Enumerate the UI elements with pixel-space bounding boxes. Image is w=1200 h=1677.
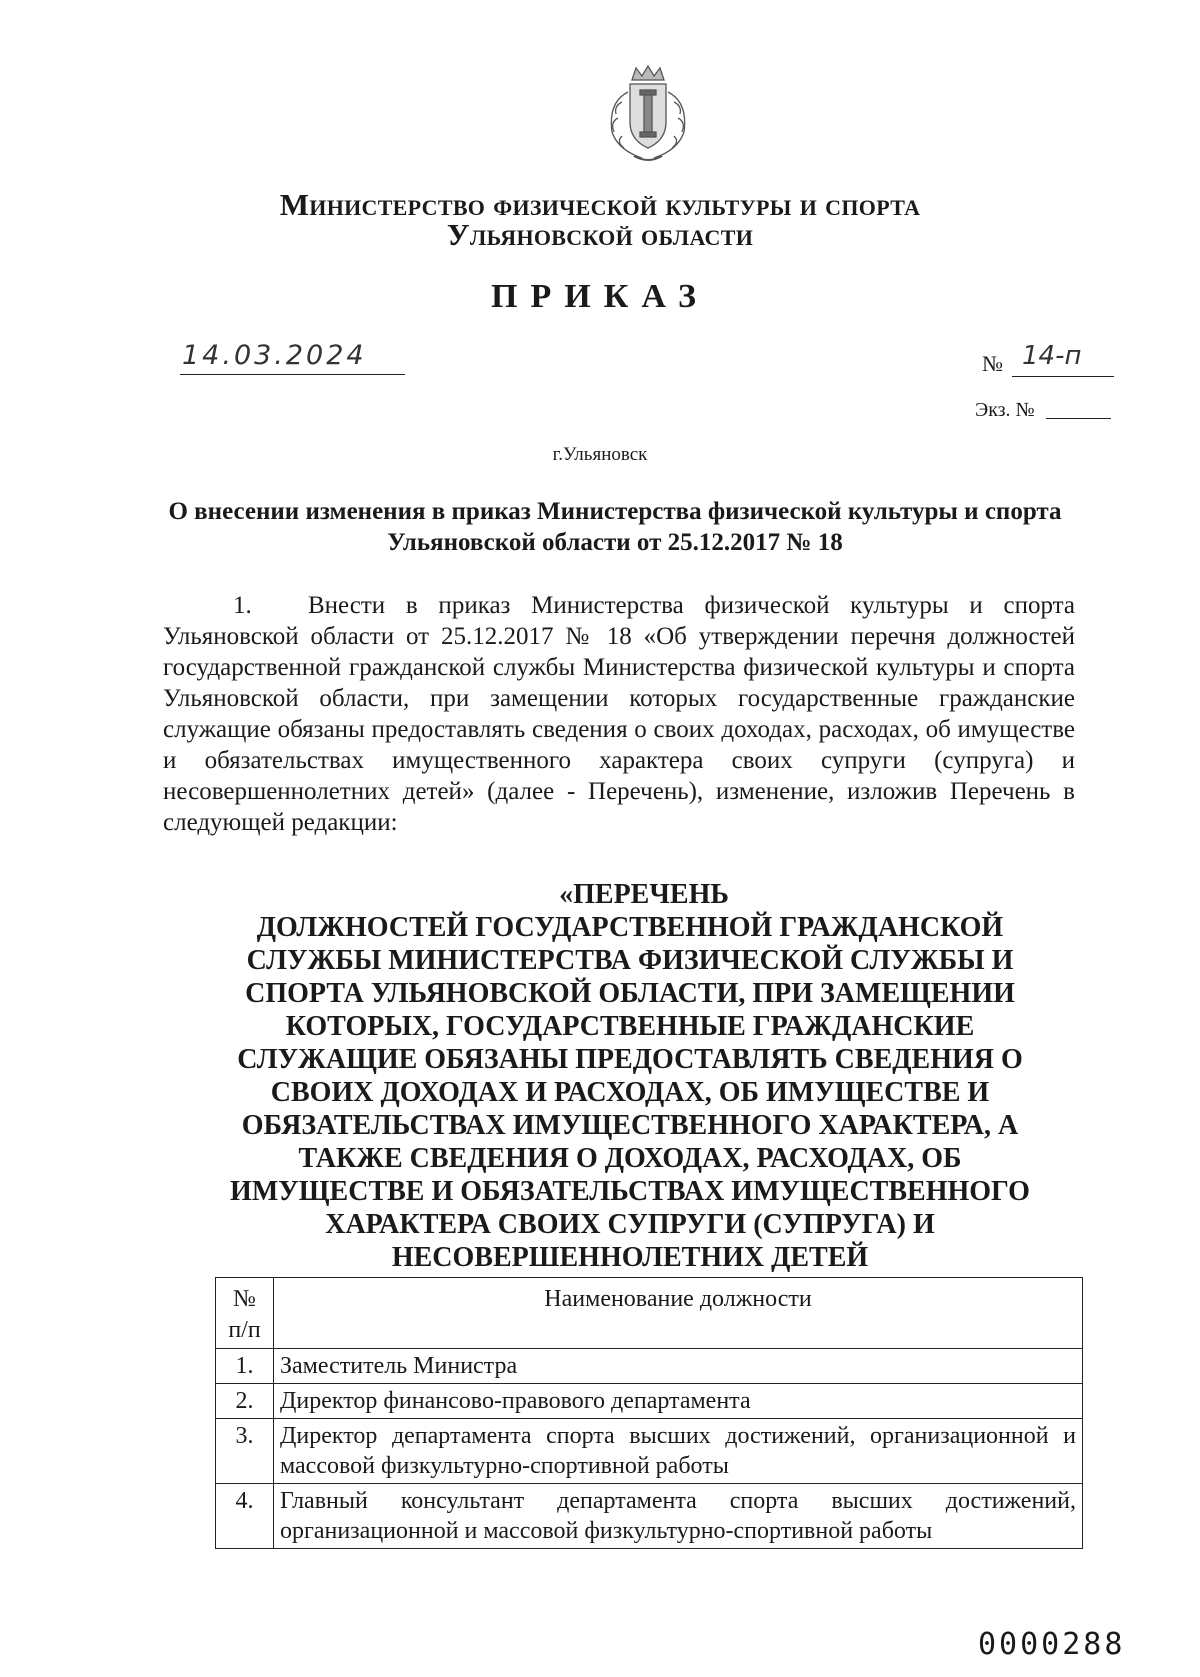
item-number: 1. <box>233 592 252 619</box>
row-position-name: Директор департамента спорта высших достижений, организационной и массовой физкультурно-спортивной работы <box>274 1419 1083 1484</box>
column-header-number-line2: п/п <box>228 1317 261 1343</box>
copy-number-label: Экз. № <box>975 399 1035 421</box>
list-title-heading: «ПЕРЕЧЕНЬ <box>559 879 729 910</box>
document-serial-number: 0000288 <box>978 1627 1126 1662</box>
table-row <box>216 1484 1083 1549</box>
list-title <box>200 878 1060 1274</box>
positions-table <box>215 1277 1083 1549</box>
table-row <box>216 1384 1083 1419</box>
document-title: О внесении изменения в приказ Министерства физической культуры и спорта Ульяновской области от 25.12.2017 № 18 <box>168 498 1062 556</box>
column-header-number <box>216 1278 274 1349</box>
row-number: 2. <box>216 1384 274 1419</box>
row-position-name: Директор финансово-правового департамента <box>274 1384 1083 1419</box>
item-text: Внести в приказ Министерства физической культуры и спорта Ульяновской области от 25.12.2017 № 18 «Об утверждении перечня должностей государственной гражданской службы Министерства физической культуры и спорта Ульяновской области, при замещении которых государственные гражданские служащие обязаны предоставлять сведения о своих доходах, расходах, об имуществе и обязательствах имущественного характера своих супруги (супруга) и несовершеннолетних детей» (далее - Перечень), изменение, изложив Перечень в следующей редакции: <box>163 592 1075 836</box>
row-number: 3. <box>216 1419 274 1484</box>
list-title-text: ДОЛЖНОСТЕЙ ГОСУДАРСТВЕННОЙ ГРАЖДАНСКОЙ СЛУЖБЫ МИНИСТЕРСТВА ФИЗИЧЕСКОЙ СЛУЖБЫ И СПОРТА УЛЬЯНОВСКОЙ ОБЛАСТИ, ПРИ ЗАМЕЩЕНИИ КОТОРЫХ, ГОСУДАРСТВЕННЫЕ ГРАЖДАНСКИЕ СЛУЖАЩИЕ ОБЯЗАНЫ ПРЕДОСТАВЛЯТЬ СВЕДЕНИЯ О СВОИХ ДОХОДАХ И РАСХОДАХ, ОБ ИМУЩЕСТВЕ И ОБЯЗАТЕЛЬСТВАХ ИМУЩЕСТВЕННОГО ХАРАКТЕРА, А ТАКЖЕ СВЕДЕНИЯ О ДОХОДАХ, РАСХОДАХ, ОБ ИМУЩЕСТВЕ И ОБЯЗАТЕЛЬСТВАХ ИМУЩЕСТВЕННОГО ХАРАКТЕРА СВОИХ СУПРУГИ (СУПРУГА) И НЕСОВЕРШЕННОЛЕТНИХ ДЕТЕЙ <box>230 912 1030 1273</box>
table-row <box>216 1349 1083 1384</box>
row-position-name: Заместитель Министра <box>274 1349 1083 1384</box>
row-position-name: Главный консультант департамента спорта высших достижений, организационной и массовой физкультурно-спортивной работы <box>274 1484 1083 1549</box>
handwritten-date: 14.03.2024 <box>182 340 367 371</box>
number-sign: № <box>982 351 1003 376</box>
table-header-row <box>216 1278 1083 1349</box>
row-number: 4. <box>216 1484 274 1549</box>
table-row <box>216 1419 1083 1484</box>
column-header-name: Наименование должности <box>274 1278 1083 1349</box>
ministry-name-line1: Министерство физической культуры и спорта <box>279 187 921 222</box>
city: г.Ульяновск <box>552 444 648 465</box>
date-field <box>180 340 405 375</box>
handwritten-number: 14-п <box>1022 341 1082 371</box>
ministry-name-line2: Ульяновской области <box>446 217 754 252</box>
body-paragraph <box>163 590 1075 838</box>
row-number: 1. <box>216 1349 274 1384</box>
coat-of-arms-icon <box>592 62 704 167</box>
document-type: ПРИКАЗ <box>491 278 709 315</box>
number-field <box>1012 341 1114 377</box>
copy-number-blank <box>1046 418 1111 419</box>
column-header-number-line1: № <box>233 1286 256 1312</box>
